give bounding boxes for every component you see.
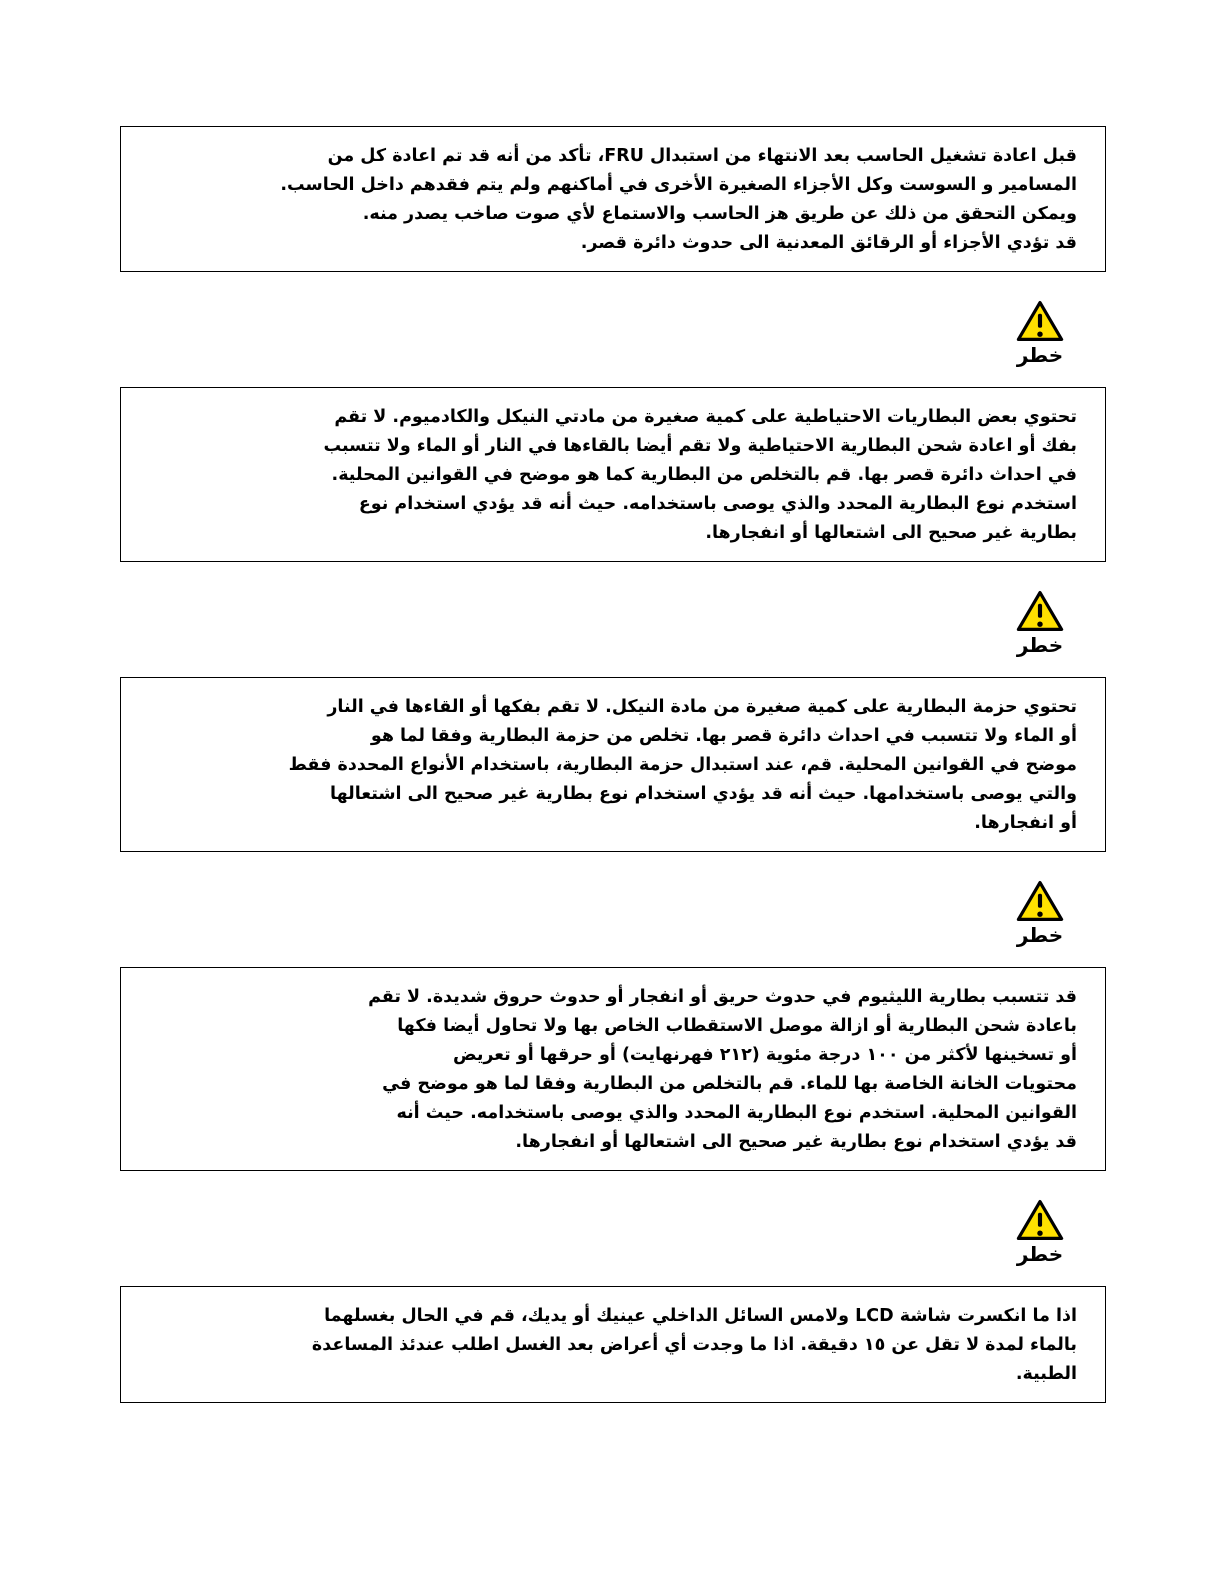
danger-label: خطر <box>1016 1242 1064 1266</box>
notice-box-fru-restart <box>120 126 1106 272</box>
notice-text-line: قد تتسبب بطارية الليثيوم في حدوث حريق أو انفجار أو حدوث حروق شديدة. لا تقم <box>368 987 1077 1007</box>
notice-text-line: قبل اعادة تشغيل الحاسب بعد الانتهاء من استبدال FRU، تأكد من أنه قد تم اعادة كل من <box>327 146 1077 166</box>
danger-marker <box>1004 1199 1076 1266</box>
notice-text-line: بالماء لمدة لا تقل عن ١٥ دقيقة. اذا ما وجدت أي أعراض بعد الغسل اطلب عندئذ المساعدة <box>311 1335 1077 1355</box>
notice-box-lcd-breakage <box>120 1286 1106 1403</box>
notice-text-line: والتي يوصى باستخدامها. حيث أنه قد يؤدي استخدام نوع بطارية غير صحيح الى اشتعالها <box>330 784 1077 804</box>
notice-text-line: المسامير و السوست وكل الأجزاء الصغيرة الأخرى في أماكنهم ولم يتم فقدهم داخل الحاسب. <box>280 175 1077 195</box>
notice-text-line: موضح في القوانين المحلية. قم، عند استبدال حزمة البطارية، باستخدام الأنواع المحددة فقط <box>288 755 1077 775</box>
warning-triangle-icon <box>1016 300 1064 342</box>
notice-text-line: بفك أو اعادة شحن البطارية الاحتياطية ولا تقم أيضا بالقاءها في النار أو الماء ولا تتسبب <box>323 436 1077 456</box>
warning-triangle-icon <box>1016 1199 1064 1241</box>
warning-triangle-icon <box>1016 590 1064 632</box>
danger-marker <box>1004 880 1076 947</box>
notice-box-lithium-battery <box>120 967 1106 1171</box>
page-content <box>120 126 1106 1403</box>
notice-text-line: تحتوي حزمة البطارية على كمية صغيرة من مادة النيكل. لا تقم بفكها أو القاءها في النار <box>327 697 1077 717</box>
danger-marker <box>1004 590 1076 657</box>
notice-box-backup-battery <box>120 387 1106 562</box>
notice-text-line: بطارية غير صحيح الى اشتعالها أو انفجارها. <box>705 523 1077 543</box>
notice-text-line: تحتوي بعض البطاريات الاحتياطية على كمية صغيرة من مادتي النيكل والكادميوم. لا تقم <box>334 407 1077 427</box>
danger-label: خطر <box>1016 633 1064 657</box>
danger-label: خطر <box>1016 923 1064 947</box>
notice-box-battery-pack <box>120 677 1106 852</box>
notice-text-line: في احداث دائرة قصر بها. قم بالتخلص من البطارية كما هو موضح في القوانين المحلية. <box>331 465 1077 485</box>
danger-marker <box>1004 300 1076 367</box>
notice-text-line: اذا ما انكسرت شاشة LCD ولامس السائل الداخلي عينيك أو يديك، قم في الحال بغسلهما <box>324 1306 1077 1326</box>
notice-text-line: قد تؤدي الأجزاء أو الرقائق المعدنية الى حدوث دائرة قصر. <box>580 233 1077 253</box>
notice-text-line: أو انفجارها. <box>974 813 1077 833</box>
notice-text-line: القوانين المحلية. استخدم نوع البطارية المحدد والذي يوصى باستخدامه. حيث أنه <box>396 1103 1077 1123</box>
notice-text-line: ويمكن التحقق من ذلك عن طريق هز الحاسب والاستماع لأي صوت صاخب يصدر منه. <box>362 204 1077 224</box>
warning-triangle-icon <box>1016 880 1064 922</box>
notice-text-line: باعادة شحن البطارية أو ازالة موصل الاستقطاب الخاص بها ولا تحاول أيضا فكها <box>397 1016 1077 1036</box>
notice-text-line: الطبية. <box>1015 1364 1077 1384</box>
notice-text-line: قد يؤدي استخدام نوع بطارية غير صحيح الى اشتعالها أو انفجارها. <box>515 1132 1077 1152</box>
notice-text-line: محتويات الخانة الخاصة بها للماء. قم بالتخلص من البطارية وفقا لما هو موضح في <box>382 1074 1077 1094</box>
notice-text-line: استخدم نوع البطارية المحدد والذي يوصى باستخدامه. حيث أنه قد يؤدي استخدام نوع <box>358 494 1077 514</box>
danger-label: خطر <box>1016 343 1064 367</box>
notice-text-line: أو تسخينها لأكثر من ١٠٠ درجة مئوية (٢١٢ فهرنهايت) أو حرقها أو تعريض <box>452 1045 1077 1065</box>
notice-text-line: أو الماء ولا تتسبب في احداث دائرة قصر بها. تخلص من حزمة البطارية وفقا لما هو <box>370 726 1077 746</box>
